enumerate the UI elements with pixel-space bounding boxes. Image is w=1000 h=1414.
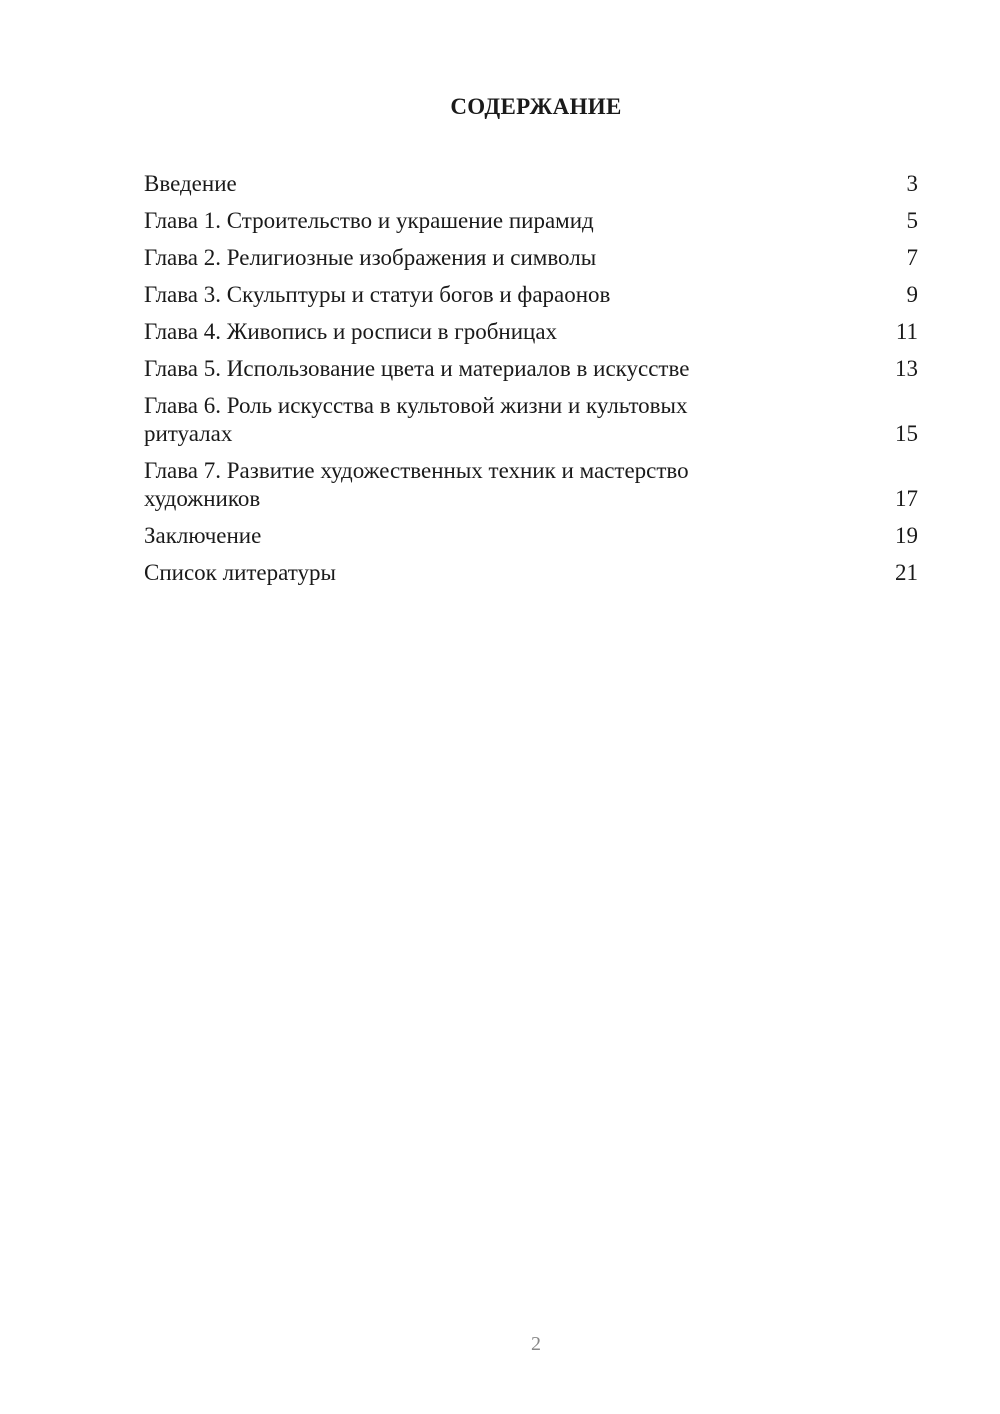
toc-entry-chapter-5[interactable] [144, 355, 918, 383]
toc-entry-introduction[interactable] [144, 170, 918, 198]
toc-entry-label: Глава 7. Развитие художественных техник и мастерство художников [144, 458, 689, 511]
toc-entry-label: Глава 1. Строительство и украшение пирамид [144, 208, 594, 233]
toc-entry-page: 5 [906, 208, 918, 233]
toc-entry-label: Глава 6. Роль искусства в культовой жизни и культовых ритуалах [144, 393, 688, 446]
toc-entry-label: Глава 2. Религиозные изображения и символы [144, 245, 597, 270]
toc-entry-label: Список литературы [144, 560, 336, 585]
toc-entry-label: Глава 3. Скульптуры и статуи богов и фараонов [144, 282, 611, 307]
toc-entry-page: 3 [906, 171, 918, 196]
toc-entry-page: 15 [895, 421, 918, 446]
toc-title: СОДЕРЖАНИЕ [450, 94, 622, 119]
toc-entry-chapter-4[interactable] [144, 318, 918, 346]
toc-entry-page: 11 [895, 319, 918, 344]
page-number: 2 [531, 1333, 541, 1355]
toc-entry-label: Глава 4. Живопись и росписи в гробницах [144, 319, 558, 344]
toc-entry-page: 21 [895, 560, 918, 585]
toc-entry-page: 13 [895, 356, 918, 381]
toc-entry-label: Заключение [144, 523, 262, 548]
toc-entry-page: 19 [895, 523, 918, 548]
toc-entry-page: 9 [906, 282, 918, 307]
toc-entry-conclusion[interactable] [144, 522, 918, 550]
toc-entry-label: Введение [144, 171, 237, 196]
toc-entry-page: 7 [906, 245, 918, 270]
toc-entry-chapter-3[interactable] [144, 281, 918, 309]
toc-entry-chapter-6[interactable] [144, 392, 918, 448]
toc-entry-chapter-2[interactable] [144, 244, 918, 272]
toc-entry-references[interactable] [144, 559, 918, 587]
toc-entry-label: Глава 5. Использование цвета и материалов в искусстве [144, 356, 690, 381]
toc-entry-chapter-1[interactable] [144, 207, 918, 235]
table-of-contents [144, 170, 918, 596]
toc-entry-page: 17 [895, 486, 918, 511]
toc-entry-chapter-7[interactable] [144, 457, 918, 513]
